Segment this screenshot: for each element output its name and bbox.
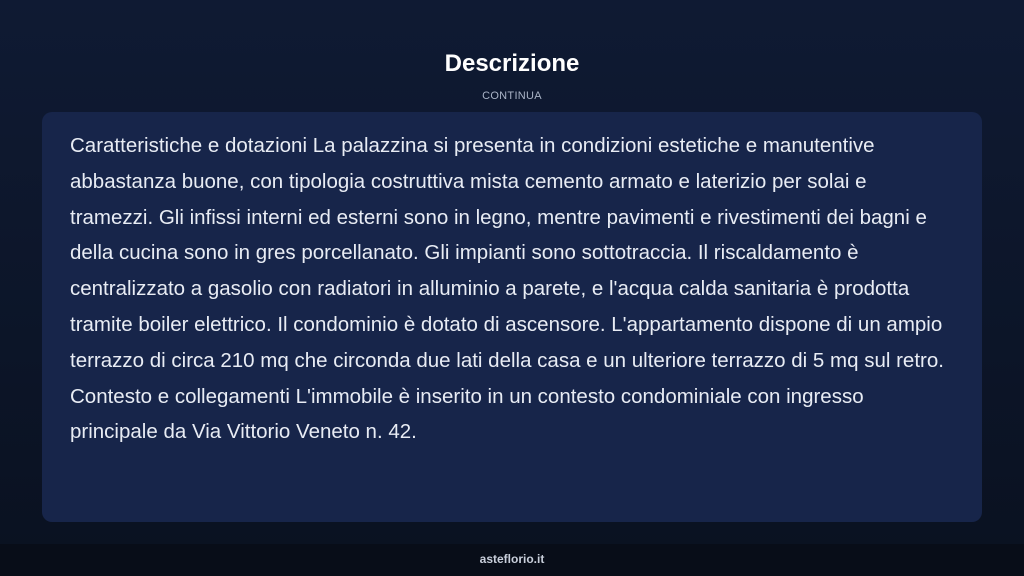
description-text: Caratteristiche e dotazioni La palazzina si presenta in condizioni estetiche e manutentive abbastanza buone, con tipologia costruttiva mista cemento armato e laterizio per solai e tramezzi. Gli infissi interni ed esterni sono in legno, mentre pavimenti e rivestimenti dei bagni e della cucina sono in gres porcellanato. Gli impianti sono sottotraccia. Il riscaldamento è centralizzato a gasolio con radiatori in alluminio a parete, e l'acqua calda sanitaria è prodotta tramite boiler elettrico. Il condominio è dotato di ascensore. L'appartamento dispone di un ampio terrazzo di circa 210 mq che circonda due lati della casa e un ulteriore terrazzo di 5 mq sul retro. Contesto e collegamenti L'immobile è inserito in un contesto condominiale con ingresso principale da Via Vittorio Veneto n. 42. (70, 134, 944, 444)
footer-site-name: asteflorio.it (479, 552, 545, 566)
continue-label: CONTINUA (482, 90, 542, 102)
description-card (42, 112, 982, 522)
footer-bar (0, 544, 1024, 576)
page-title: Descrizione (444, 50, 580, 77)
